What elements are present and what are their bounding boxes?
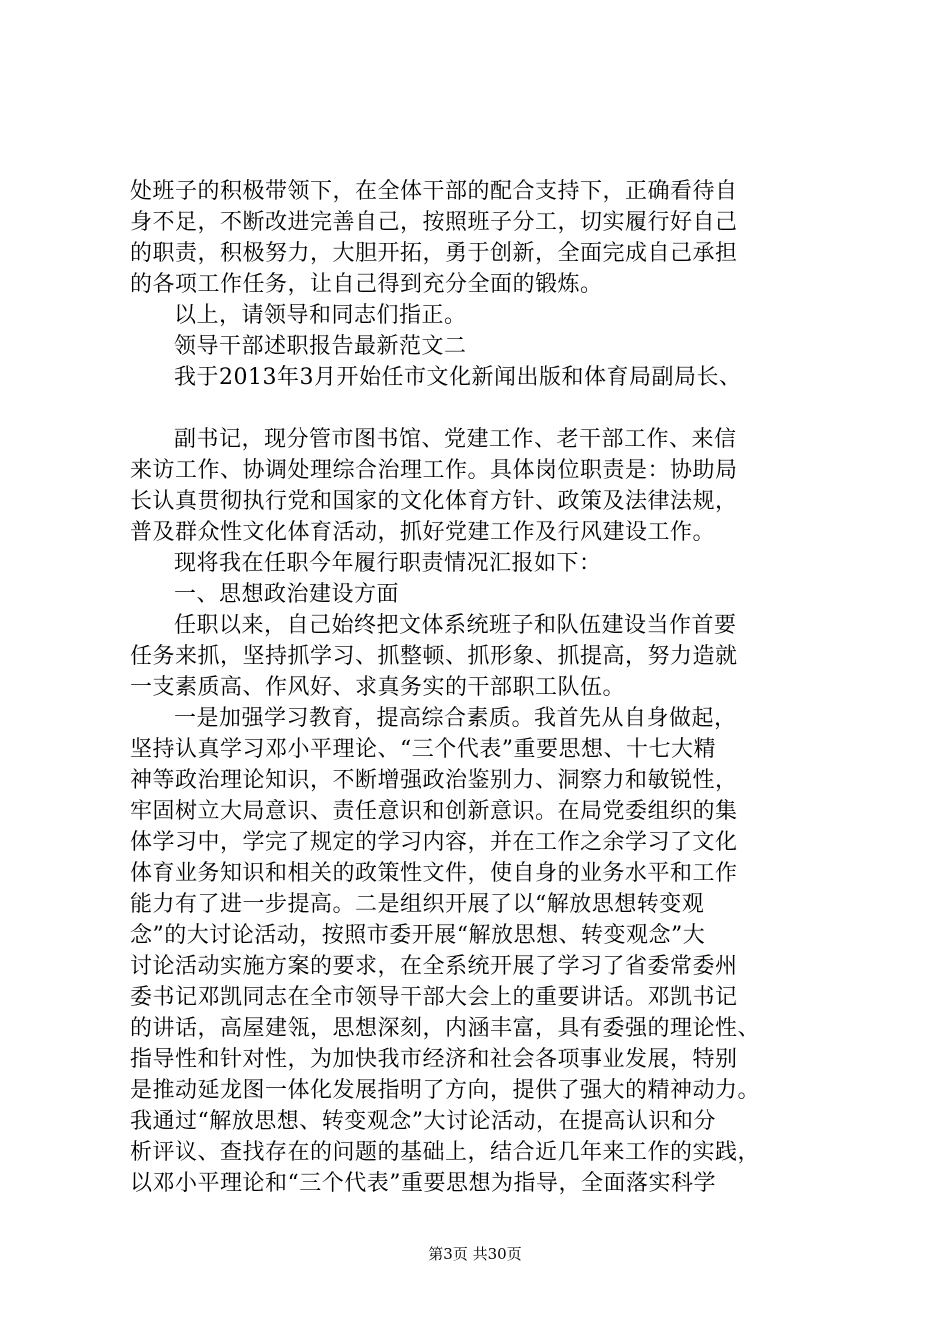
paragraph [130,176,830,300]
text-line: 副书记，现分管市图书馆、党建工作、老干部工作、来信 [174,427,737,452]
section-heading [130,331,830,362]
text-line: 牢固树立大局意识、责任意识和创新意识。在局党委组织的集 [130,799,738,824]
text-line: 来访工作、协调处理综合治理工作。具体岗位职责是：协助局 [130,458,738,483]
text-line: 现将我在任职今年履行职责情况汇报如下： [174,551,602,576]
text-line: 以上，请领导和同志们指正。 [174,303,467,328]
text-line: 析评议、查找存在的问题的基础上，结合近几年来工作的实践， [130,1140,761,1165]
paragraph [130,548,830,579]
text-line: 一支素质高、作风好、求真务实的干部职工队伍。 [130,675,626,700]
text-line: 我通过“解放思想、转变观念”大讨论活动，在提高认识和分 [130,1109,716,1134]
text-line: 任务来抓，坚持抓学习、抓整顿、抓形象、抓提高，努力造就 [130,644,738,669]
text-line: 体育业务知识和相关的政策性文件，使自身的业务水平和工作 [130,861,738,886]
text-line: 的职责，积极努力，大胆开拓，勇于创新，全面完成自己承担 [130,241,738,266]
text-line: 念”的大讨论活动，按照市委开展“解放思想、转变观念”大 [130,923,706,948]
text-line: 能力有了进一步提高。二是组织开展了以“解放思想转变观 [130,892,705,917]
text-line: 一是加强学习教育，提高综合素质。我首先从自身做起， [174,706,737,731]
text-line: 领导干部述职报告最新范文二 [174,334,467,359]
text-line: 处班子的积极带领下，在全体干部的配合支持下，正确看待自 [130,179,738,204]
text-line: 身不足，不断改进完善自己，按照班子分工，切实履行好自己 [130,210,738,235]
text-line: 的各项工作任务，让自己得到充分全面的锻炼。 [130,272,603,297]
text-line: 神等政治理论知识，不断增强政治鉴别力、洞察力和敏锐性， [130,768,738,793]
text-line: 以邓小平理论和“三个代表”重要思想为指导，全面落实科学 [130,1171,716,1196]
text-line: 普及群众性文化体育活动，抓好党建工作及行风建设工作。 [130,520,716,545]
text-line: 讨论活动实施方案的要求，在全系统开展了学习了省委常委州 [130,954,738,979]
text-line: 一、思想政治建设方面 [174,582,400,607]
page-number-footer: 第3页 共30页 [428,1245,522,1263]
text-line: 的讲话，高屋建瓴，思想深刻，内涵丰富，具有委强的理论性、 [130,1016,761,1041]
section-heading [130,579,830,610]
paragraph [130,362,830,393]
text-line: 坚持认真学习邓小平理论、“三个代表”重要思想、十七大精 [130,737,716,762]
paragraph [130,703,830,1199]
text-line: 长认真贯彻执行党和国家的文化体育方针、政策及法律法规， [130,489,738,514]
paragraph [130,610,830,703]
text-line: 任职以来，自己始终把文体系统班子和队伍建设当作首要 [174,613,737,638]
paragraph-gap [130,393,830,424]
document-body [130,176,830,1199]
paragraph [130,424,830,548]
text-line: 指导性和针对性，为加快我市经济和社会各项事业发展，特别 [130,1047,738,1072]
text-line: 委书记邓凯同志在全市领导干部大会上的重要讲话。邓凯书记 [130,985,738,1010]
text-line: 是推动延龙图一体化发展指明了方向，提供了强大的精神动力。 [130,1078,761,1103]
paragraph [130,300,830,331]
text-line: 我于2013年3月开始任市文化新闻出版和体育局副局长、 [174,365,742,390]
text-line: 体学习中，学完了规定的学习内容，并在工作之余学习了文化 [130,830,738,855]
